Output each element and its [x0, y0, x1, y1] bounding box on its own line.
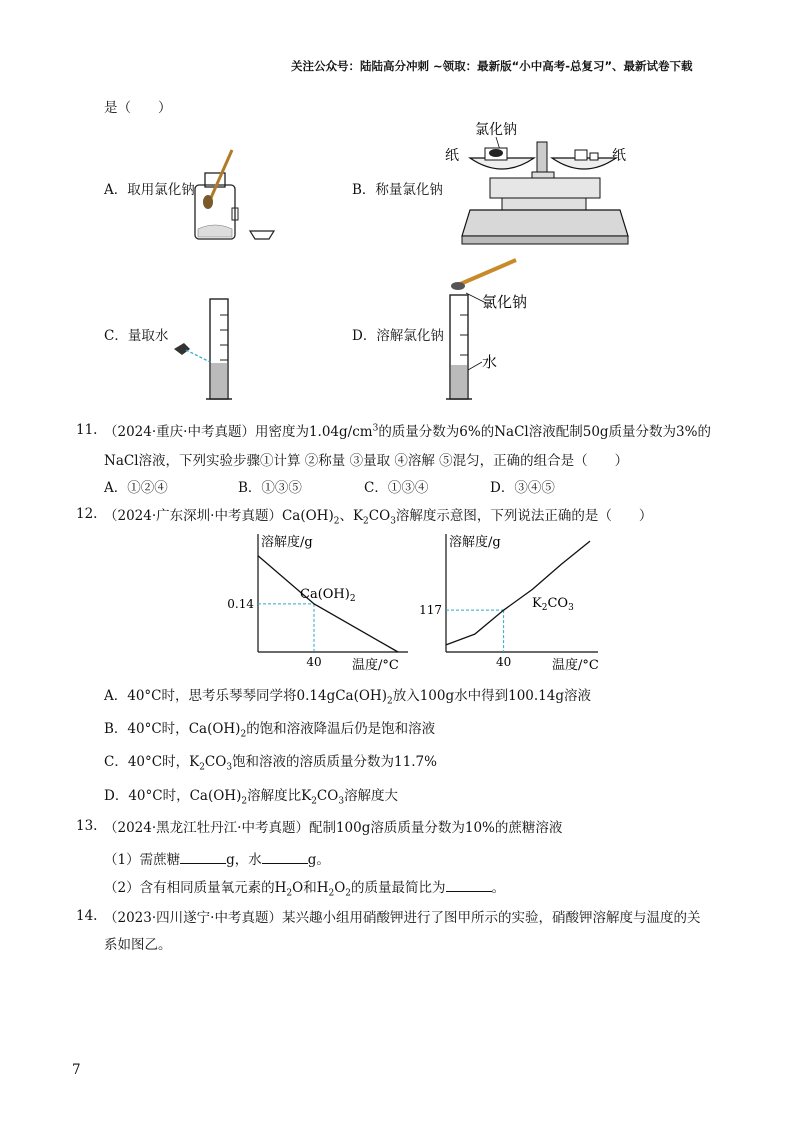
q11-line1: （2024·重庆·中考真题）用密度为$1.04g/cm^3$的质量分数为6%的NaCl溶液配制50g质量分数为3%的 — [104, 423, 711, 440]
chart1-xtick-label: 40 — [306, 655, 322, 669]
q14-number: 14. — [76, 908, 98, 924]
q13-blank-sugar[interactable] — [180, 851, 226, 864]
q10-option-c: C．量取水 — [104, 328, 169, 344]
chart-k2co3 — [412, 528, 612, 673]
q13-number: 13. — [76, 818, 98, 834]
balance-figure — [440, 120, 630, 246]
q10-stem-tail: 是（ ） — [104, 100, 172, 116]
q11-option-c: C．①③④ — [364, 480, 429, 496]
q11-option-a: A．①②④ — [104, 480, 168, 496]
q13-sub2: （2）含有相同质量氧元素的$H_2O$和$H_2O_2$的质量最简比为 。 — [104, 880, 506, 899]
q12-option-b: B．40°C时，$Ca(OH)_2$的饱和溶液降温后仍是饱和溶液 — [104, 721, 436, 740]
chart2-xlabel: 温度/°C — [552, 658, 599, 673]
balance-label-paper-right: 纸 — [612, 148, 626, 164]
q10-option-d: D．溶解氯化钠 — [352, 328, 444, 344]
q13-stem: （2024·黑龙江牡丹江·中考真题）配制100g溶质质量分数为10%的蔗糖溶液 — [104, 820, 563, 836]
q12-option-d: D．40°C时，$Ca(OH)_2$溶解度比$K_2CO_3$溶解度大 — [104, 788, 399, 807]
reagent-bottle-figure — [190, 145, 280, 245]
chart2-series-curve — [446, 541, 590, 645]
q14-line2: 系如图乙。 — [104, 937, 172, 953]
spoon-label-nacl: 氯化钠 — [482, 293, 528, 311]
q11-line2: NaCl溶液，下列实验步骤①计算 ②称量 ③量取 ④溶解 ⑤混匀，正确的组合是（ ） — [104, 453, 629, 469]
q12-number: 12. — [76, 506, 98, 522]
chart1-ytick-label: 0.14 — [227, 596, 254, 611]
balance-label-nacl: 氯化钠 — [475, 122, 517, 138]
chart2-xtick-label: 40 — [495, 655, 512, 669]
q11-number: 11. — [76, 422, 98, 438]
q14-line1: （2023·四川遂宁·中考真题）某兴趣小组用硝酸钾进行了图甲所示的实验，硝酸钾溶解度与温度的关 — [104, 910, 701, 926]
q10-option-a: A．取用氯化钠 — [104, 182, 195, 198]
q11-option-b: B．①③⑤ — [238, 480, 302, 496]
q11-option-d: D．③④⑤ — [490, 480, 555, 496]
measuring-cylinder-figure — [170, 295, 240, 407]
chart1-ylabel: 溶解度/g — [261, 535, 313, 550]
q13-sub1: （1）需蔗糖 g，水 g。 — [104, 852, 330, 868]
chart1-xlabel: 温度/°C — [352, 658, 399, 673]
q12-option-c: C．40°C时，$K_2CO_3$饱和溶液的溶质质量分数为11.7% — [104, 754, 437, 773]
balance-label-paper-left: 纸 — [445, 148, 459, 164]
chart1-series-label: $Ca(OH)_2$ — [300, 587, 356, 604]
q11-density: 1.04g/cm — [308, 424, 373, 440]
q13-blank-ratio[interactable] — [446, 879, 492, 892]
q13-blank-water[interactable] — [262, 851, 308, 864]
page-number: 7 — [72, 1062, 81, 1078]
chart2-ylabel: 溶解度/g — [449, 535, 501, 550]
chart-caoh2 — [218, 528, 418, 673]
chart2-series-label: $K_2CO_3$ — [532, 596, 574, 613]
water-label: 水 — [482, 353, 498, 371]
q12-stem: （2024·广东深圳·中考真题）$Ca(OH)_2$、$K_2CO_3$溶解度示意图，下列说法正确的是（ ） — [104, 508, 653, 527]
dissolve-figure — [444, 255, 534, 405]
page-header: 关注公众号：陆陆高分冲刺 ~领取：最新版“小中高考-总复习”、最新试卷下载 — [291, 59, 693, 73]
q12-option-a: A．40°C时，思考乐琴琴同学将$0.14gCa(OH)_2$放入100g水中得到100.14g溶液 — [104, 688, 591, 707]
q10-option-b: B．称量氯化钠 — [352, 182, 443, 198]
chart2-ytick-label: 117 — [419, 603, 442, 618]
